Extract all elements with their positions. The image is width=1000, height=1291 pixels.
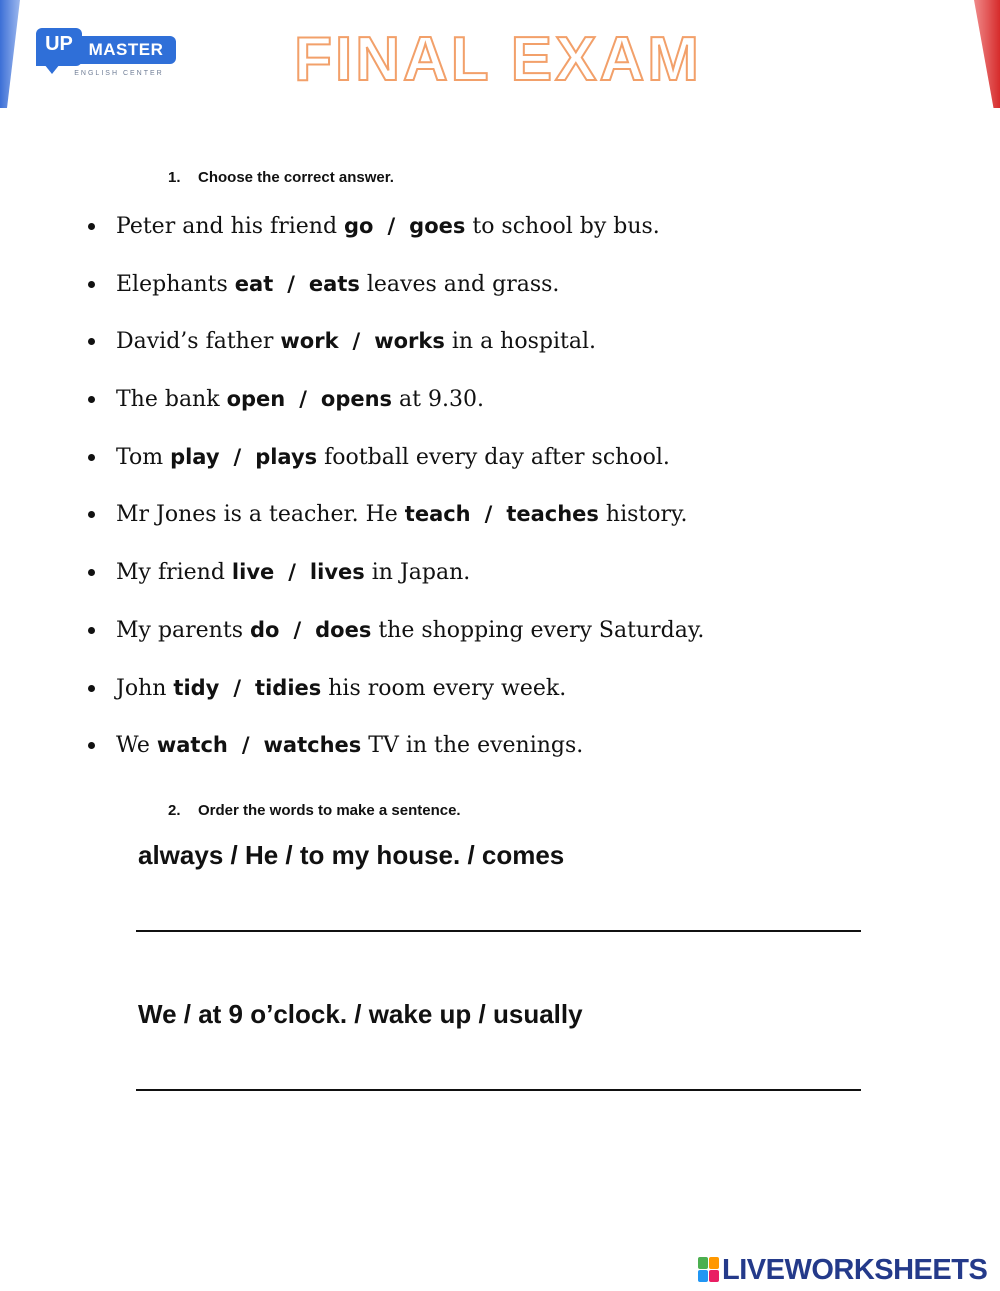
choice-option-1[interactable]: eat (234, 271, 274, 296)
choice-text-after: his room every week. (321, 675, 567, 701)
scrambled-sentence-1: always / He / to my house. / comes (138, 840, 565, 870)
bullet-dot (88, 742, 95, 749)
bullet-dot (88, 627, 95, 634)
bullet-dot (88, 454, 95, 461)
choice-text-before: Peter and his friend (116, 214, 345, 239)
bullet-dot (88, 569, 95, 576)
logo-badge-tail (44, 64, 60, 74)
choice-separator: / (299, 387, 307, 412)
logo-master-text: MASTER (76, 36, 176, 64)
choice-option-2[interactable]: eats (308, 271, 360, 296)
logo-subtitle: ENGLISH CENTER (74, 70, 164, 77)
choice-option-2[interactable]: does (315, 617, 372, 642)
choice-option-1[interactable]: tidy (173, 675, 220, 700)
choice-separator: / (233, 675, 242, 700)
answer-line-2[interactable] (136, 1089, 861, 1091)
upmaster-logo (36, 28, 178, 84)
choice-item (86, 666, 704, 724)
choice-text-after: TV in the evenings. (361, 733, 584, 759)
choice-option-2[interactable]: works (374, 329, 445, 354)
answer-line-1[interactable] (136, 930, 861, 932)
choice-list (86, 204, 704, 781)
choice-item (86, 492, 704, 550)
choice-option-1[interactable]: live (231, 560, 275, 585)
choice-text-before: Mr Jones is a teacher. He (116, 502, 405, 528)
choice-option-2[interactable]: lives (309, 560, 365, 585)
choice-text-before: We (116, 733, 157, 759)
choice-option-2[interactable]: opens (320, 387, 393, 412)
bullet-dot (88, 223, 95, 230)
liveworksheets-text: LIVEWORKSHEETS (722, 1253, 988, 1286)
choice-separator: / (241, 733, 250, 758)
section-2-instruction (168, 802, 461, 819)
choice-text-before: Elephants (116, 271, 235, 297)
choice-option-2[interactable]: goes (409, 214, 466, 238)
choice-text-after: in Japan. (364, 560, 471, 586)
choice-text-after: in a hospital. (444, 329, 596, 355)
choice-item (86, 319, 704, 377)
choice-item (86, 377, 704, 435)
liveworksheets-logo-icon (698, 1257, 720, 1283)
section-2-number: 2. (168, 802, 181, 819)
choice-text-before: My parents (116, 617, 250, 643)
bullet-dot (88, 281, 95, 288)
choice-option-1[interactable]: go (344, 214, 374, 238)
choice-separator: / (233, 444, 242, 469)
choice-text-after: leaves and grass. (359, 271, 560, 297)
choice-option-2[interactable]: watches (263, 733, 362, 758)
choice-text-after: the shopping every Saturday. (371, 617, 705, 643)
section-1-number: 1. (168, 169, 181, 186)
choice-item (86, 262, 704, 320)
section-1-text: Choose the correct answer. (198, 169, 394, 186)
choice-text-before: My friend (116, 560, 232, 586)
choice-separator: / (352, 329, 361, 354)
choice-option-1[interactable]: open (226, 387, 286, 412)
choice-item (86, 608, 704, 666)
choice-separator: / (288, 560, 296, 585)
choice-text-before: David’s father (116, 329, 281, 355)
choice-text-before: John (116, 675, 174, 701)
choice-option-1[interactable]: play (170, 444, 220, 469)
bullet-dot (88, 511, 95, 518)
choice-text-after: history. (598, 502, 688, 528)
choice-item (86, 204, 704, 262)
logo-up-badge: UP (36, 28, 82, 66)
liveworksheets-brand (698, 1254, 987, 1286)
choice-option-2[interactable]: plays (255, 444, 318, 469)
choice-text-after: to school by bus. (465, 214, 660, 239)
choice-option-1[interactable]: teach (404, 502, 471, 527)
right-decor-stripe (974, 0, 1000, 108)
choice-option-2[interactable]: tidies (255, 675, 322, 700)
bullet-dot (88, 396, 95, 403)
choice-separator: / (293, 617, 302, 642)
choice-item (86, 435, 704, 493)
choice-separator: / (287, 271, 295, 296)
choice-option-1[interactable]: work (280, 329, 339, 354)
choice-separator: / (387, 214, 396, 238)
choice-option-1[interactable]: watch (156, 733, 228, 758)
section-1-instruction (168, 169, 394, 186)
page-title: FINAL EXAM (294, 25, 702, 94)
choice-text-before: Tom (116, 444, 171, 470)
choice-item (86, 550, 704, 608)
scrambled-sentence-2: We / at 9 o’clock. / wake up / usually (138, 999, 583, 1029)
choice-text-after: at 9.30. (392, 387, 484, 413)
bullet-dot (88, 338, 95, 345)
left-decor-stripe (0, 0, 20, 108)
section-2-text: Order the words to make a sentence. (198, 802, 461, 819)
choice-separator: / (484, 502, 493, 527)
choice-option-1[interactable]: do (249, 617, 280, 642)
choice-item (86, 723, 704, 781)
choice-text-before: The bank (116, 387, 227, 413)
bullet-dot (88, 685, 95, 692)
choice-text-after: football every day after school. (317, 444, 670, 470)
choice-option-2[interactable]: teaches (506, 502, 599, 527)
